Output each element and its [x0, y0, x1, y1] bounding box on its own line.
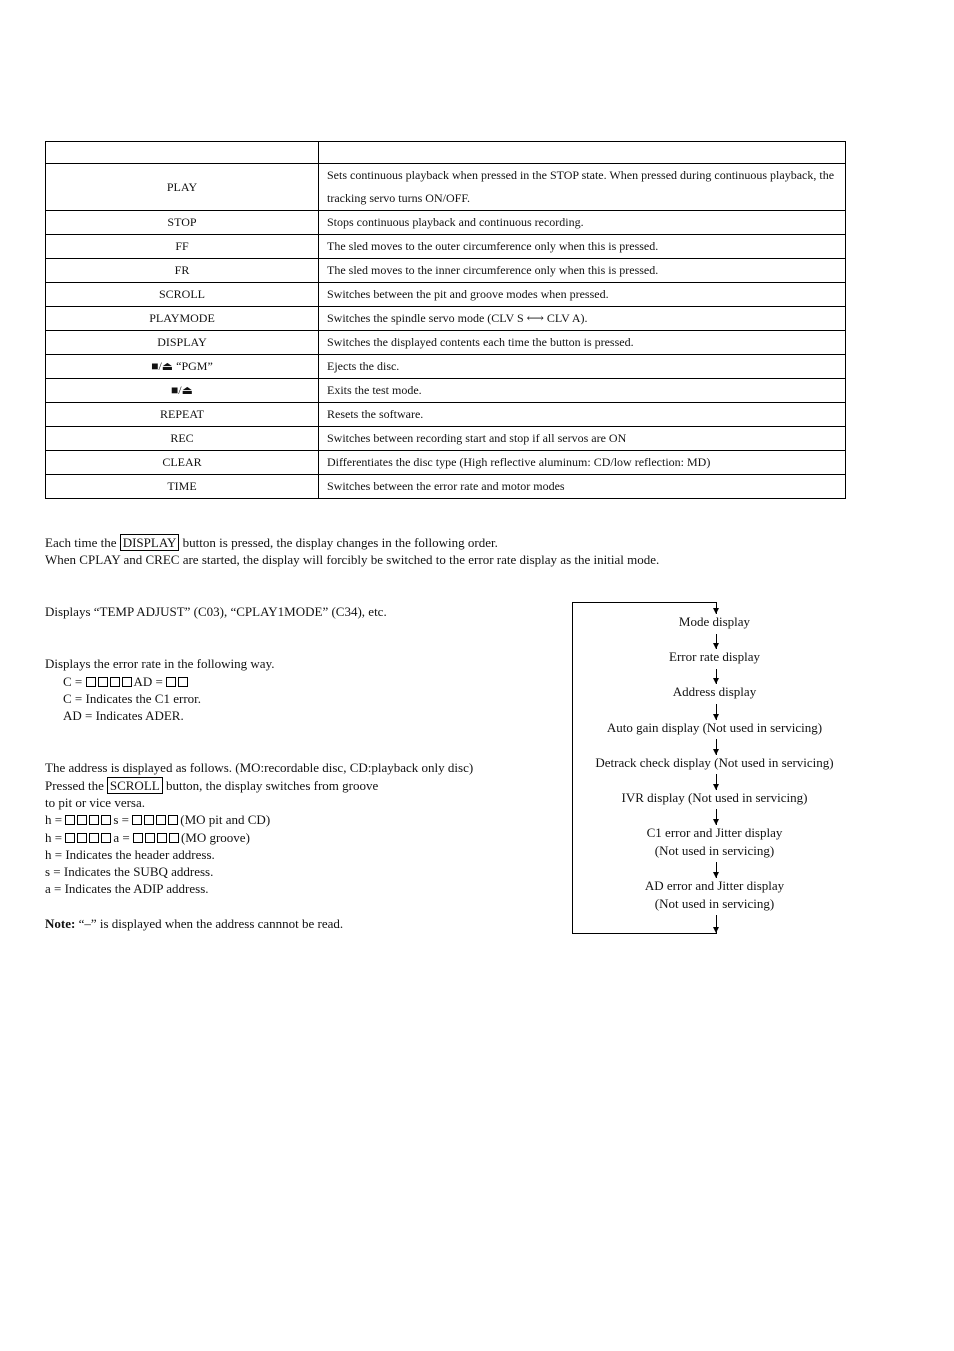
a-label: a =: [113, 830, 130, 845]
table-key-cell: DISPLAY: [46, 331, 319, 355]
ad-digits: [166, 674, 190, 689]
error-rate-line-4: AD = Indicates ADER.: [63, 708, 184, 723]
scroll-button-label: SCROLL: [107, 777, 163, 794]
table-header-cell: [319, 142, 846, 164]
table-row: [46, 164, 846, 211]
table-desc-cell: Switches between recording start and stop if all servos are ON: [319, 427, 846, 451]
table-row: [46, 475, 846, 499]
h-label: h =: [45, 812, 63, 827]
table-key-cell: SCROLL: [46, 283, 319, 307]
table-row: [46, 259, 846, 283]
table-desc-cell: Switches the spindle servo mode (CLV S ⟷ CLV A).: [319, 307, 846, 331]
flow-node-c1-error-jitter-display: C1 error and Jitter display: [646, 825, 783, 840]
s-label: s =: [113, 812, 129, 827]
h-digits: [65, 830, 113, 845]
note-label: Note:: [45, 916, 76, 931]
table-desc-cell: Sets continuous playback when pressed in the STOP state. When pressed during continuous playback, the tracking servo turns ON/OFF.: [319, 164, 846, 211]
table-desc-cell: The sled moves to the inner circumference only when this is pressed.: [319, 259, 846, 283]
flow-node-ad-error-jitter-display: AD error and Jitter display: [644, 878, 785, 893]
table-key-cell: REPEAT: [46, 403, 319, 427]
h-label: h =: [45, 830, 63, 845]
table-key-cell: ■/⏏ “PGM”: [46, 355, 319, 379]
flow-arrow: [712, 915, 721, 933]
a-digits: [133, 830, 181, 845]
intro-line-1: [45, 534, 498, 551]
address-format-groove: [45, 829, 250, 846]
table-row: [46, 379, 846, 403]
error-rate-format: [63, 673, 190, 690]
table-desc-cell: Stops continuous playback and continuous recording.: [319, 211, 846, 235]
flow-node-auto-gain-display: Auto gain display (Not used in servicing): [606, 720, 823, 735]
flow-arrow: [712, 739, 721, 755]
table-key-cell: ■/⏏: [46, 379, 319, 403]
table-key-cell: REC: [46, 427, 319, 451]
flow-node-ivr-display: IVR display (Not used in servicing): [621, 790, 808, 805]
flow-arrow: [712, 634, 721, 649]
table-desc-cell: Differentiates the disc type (High reflective aluminum: CD/low reflection: MD): [319, 451, 846, 475]
flow-frame-top: [572, 602, 717, 603]
address-line-1: The address is displayed as follows. (MO:recordable disc, CD:playback only disc): [45, 760, 474, 775]
address-line-7: s = Indicates the SUBQ address.: [45, 864, 214, 879]
error-rate-line-1: Displays the error rate in the following way.: [45, 656, 275, 671]
function-table: [45, 141, 846, 499]
table-key-cell: FR: [46, 259, 319, 283]
table-desc-cell: Switches between the pit and groove modes when pressed.: [319, 283, 846, 307]
table-desc-cell: Exits the test mode.: [319, 379, 846, 403]
address-line-2: [45, 777, 378, 794]
address-note: [45, 915, 343, 932]
flow-node-address-display: Address display: [672, 684, 757, 699]
table-row: [46, 235, 846, 259]
table-row: [46, 427, 846, 451]
flow-node-error-rate-display: Error rate display: [669, 649, 760, 664]
address-line-8: a = Indicates the ADIP address.: [45, 881, 209, 896]
table-key-cell: FF: [46, 235, 319, 259]
error-rate-line-3: C = Indicates the C1 error.: [63, 691, 202, 706]
flow-node-mode-display: Mode display: [678, 614, 751, 629]
flow-arrow: [712, 862, 721, 878]
c-digits: [86, 674, 134, 689]
note-text: “–” is displayed when the address cannnot be read.: [78, 916, 344, 931]
h-digits: [65, 812, 113, 827]
table-desc-cell: Resets the software.: [319, 403, 846, 427]
flow-arrow: [712, 774, 721, 790]
address-line-6: h = Indicates the header address.: [45, 847, 215, 862]
address-line-2-pre: Pressed the: [45, 778, 104, 793]
table-key-cell: TIME: [46, 475, 319, 499]
flow-node-ad-error-jitter-note: (Not used in servicing): [654, 896, 775, 911]
table-key-cell: PLAYMODE: [46, 307, 319, 331]
table-row: [46, 451, 846, 475]
table-desc-cell: Ejects the disc.: [319, 355, 846, 379]
flow-arrow: [712, 809, 721, 825]
address-line-3: to pit or vice versa.: [45, 795, 145, 810]
table-header-cell: [46, 142, 319, 164]
table-row: [46, 331, 846, 355]
table-key-cell: STOP: [46, 211, 319, 235]
flow-node-detrack-check-display: Detrack check display (Not used in servicing): [595, 755, 834, 770]
table-desc-cell: Switches the displayed contents each time the button is pressed.: [319, 331, 846, 355]
flow-frame-bottom: [572, 933, 717, 934]
intro-line-1-pre: Each time the: [45, 535, 117, 550]
flow-arrow: [712, 704, 721, 720]
table-row: [46, 307, 846, 331]
display-button-label: DISPLAY: [120, 534, 180, 551]
display-order-flow: [572, 602, 847, 933]
table-row: [46, 211, 846, 235]
address-format-pit: [45, 811, 270, 828]
mode-display-text: Displays “TEMP ADJUST” (C03), “CPLAY1MODE” (C34), etc.: [45, 604, 387, 619]
table-desc-cell: Switches between the error rate and motor modes: [319, 475, 846, 499]
s-digits: [132, 812, 180, 827]
ad-label: AD =: [133, 674, 163, 689]
table-header-row: [46, 142, 846, 164]
table-row: [46, 283, 846, 307]
intro-line-1-post: button is pressed, the display changes in the following order.: [182, 535, 498, 550]
table-row: [46, 355, 846, 379]
intro-line-2: When CPLAY and CREC are started, the display will forcibly be switched to the error rate display as the initial mode.: [45, 552, 660, 567]
table-key-cell: PLAY: [46, 164, 319, 211]
flow-node-c1-error-jitter-note: (Not used in servicing): [654, 843, 775, 858]
c-label: C =: [63, 674, 83, 689]
mo-groove-label: (MO groove): [180, 830, 250, 845]
table-row: [46, 403, 846, 427]
flow-arrow: [712, 669, 721, 684]
address-line-2-post: button, the display switches from groove: [165, 778, 379, 793]
table-desc-cell: The sled moves to the outer circumference only when this is pressed.: [319, 235, 846, 259]
mo-pit-label: (MO pit and CD): [180, 812, 271, 827]
table-key-cell: CLEAR: [46, 451, 319, 475]
